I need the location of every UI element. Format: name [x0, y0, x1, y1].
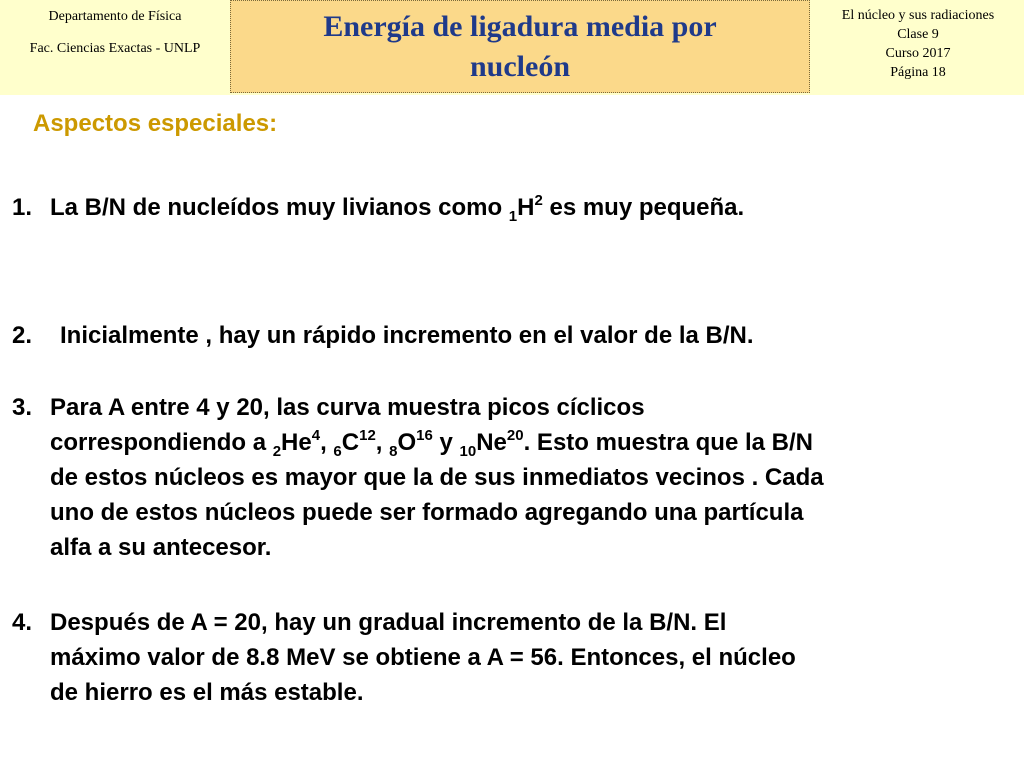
section-subtitle: Aspectos especiales:: [33, 110, 278, 137]
item-text: La B/N de nucleídos muy livianos como $_1H^2$ es muy pequeña.: [50, 192, 745, 225]
class-number: Clase 9: [897, 27, 939, 42]
page-number: Página 18: [890, 65, 946, 80]
item-number: 2.: [12, 322, 33, 349]
item-text: Para A entre 4 y 20, las curva muestra picos cíclicos correspondiendo a $_2He^4$, $_6C^{12}$, $_8O^{16}$ y $_{10}Ne^{20}$. Esto muestra que la B/N de estos núcleos es mayor que la de sus inmediatos vecinos . Cada uno de estos núcleos puede ser formado agregando una partícula alfa a su antecesor.: [50, 394, 824, 561]
faculty-name: Fac. Ciencias Exactas - UNLP: [29, 41, 201, 56]
item-number: 4.: [12, 609, 33, 636]
course-info: [812, 6, 1024, 82]
item-number: 1.: [12, 194, 33, 221]
item-text: Después de A = 20, hay un gradual incremento de la B/N. El máximo valor de 8.8 MeV se obtiene a A = 56. Entonces, el núcleo de hierro es el más estable.: [50, 609, 796, 706]
item-text: Inicialmente , hay un rápido incremento en el valor de la B/N.: [60, 322, 754, 349]
slide-header: [0, 0, 1024, 95]
department-info: [0, 0, 230, 95]
item-number: 3.: [12, 394, 33, 421]
course-year: Curso 2017: [885, 46, 951, 61]
title-box: [230, 0, 810, 93]
slide-title: Energía de ligadura media por nucleón: [323, 9, 717, 83]
course-name: El núcleo y sus radiaciones: [841, 8, 995, 23]
department-name: Departamento de Física: [48, 9, 182, 24]
